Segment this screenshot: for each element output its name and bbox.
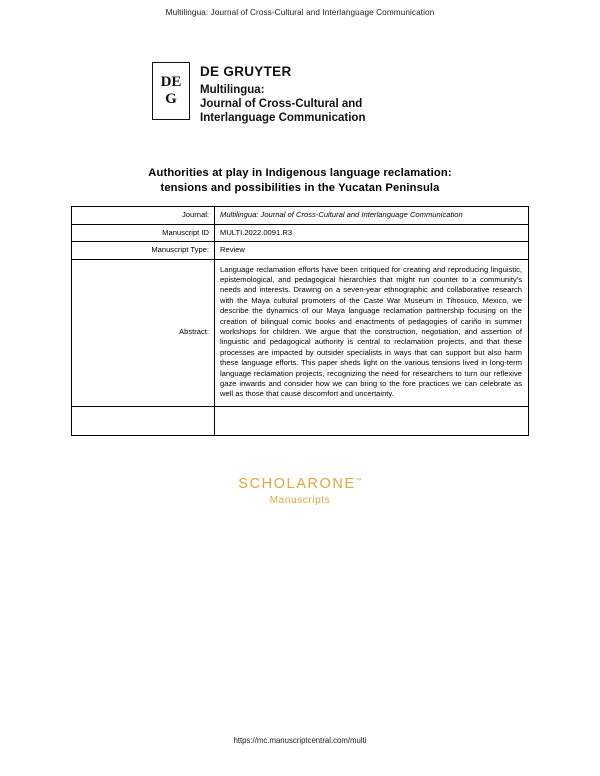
row-label-manuscript-id: Manuscript ID	[72, 224, 215, 242]
trademark-icon: ™	[355, 478, 362, 485]
manuscript-metadata-table	[71, 206, 529, 436]
publisher-logo-text	[200, 62, 366, 125]
logo-mark-line1: DE	[160, 74, 182, 90]
table-row	[72, 259, 529, 406]
logo-mark-line2: G	[165, 91, 177, 107]
row-value-manuscript-type: Review	[215, 242, 529, 260]
running-head: Multilingua: Journal of Cross-Cultural and Interlanguage Communication	[165, 8, 435, 17]
table-row	[72, 207, 529, 225]
row-label-manuscript-type: Manuscript Type:	[72, 242, 215, 260]
page-title-line2: tensions and possibilities in the Yucatan Peninsula	[160, 182, 440, 194]
row-value-manuscript-id: MULTI.2022.0091.R3	[215, 224, 529, 242]
row-value-journal: Multilingua: Journal of Cross-Cultural and Interlanguage Communication	[215, 207, 529, 225]
publisher-name: DE GRUYTER	[200, 64, 292, 79]
footer-url: https://mc.manuscriptcentral.com/multi	[233, 736, 367, 745]
row-value-abstract: Language reclamation efforts have been critiqued for creating and reproducing linguistic, epistemological, and pedagogical hierarchies that might run counter to a community's needs and interests. Drawing on a seven-year ethnographic and collaborative research with the Maya cultural promoters of the Caste War Museum in Tihosuco, Mexico, we describe the dynamics of our Maya language reclamation partnership focusing on the creation of bilingual comic books and enactments of pedagogies of cariño in summer workshops for children. We argue that the construction, negotiation, and assertion of linguistic and pedagogical authority is central to reclamation projects, and that these processes are impacted by outsider specialists in ways that can support but also harm these language efforts. This paper sheds light on the various tensions lived in long-term language reclamation projects, recognizing the need for researchers to turn our reflexive gaze inwards and consider how we can bring to the fore practices we can celebrate as well as those that cause discomfort and uncertainty.	[215, 259, 529, 406]
table-row-blank	[72, 406, 529, 435]
journal-name-line1: Multilingua:	[200, 84, 265, 96]
row-label-journal: Journal:	[72, 207, 215, 225]
table-row	[72, 242, 529, 260]
de-gruyter-logo-icon	[152, 62, 190, 120]
page-title	[60, 166, 540, 196]
row-value-blank	[215, 406, 529, 435]
journal-name	[200, 83, 366, 125]
row-label-blank	[72, 406, 215, 435]
journal-name-line2: Journal of Cross-Cultural and	[200, 98, 363, 110]
table-row	[72, 224, 529, 242]
page-title-line1: Authorities at play in Indigenous language reclamation:	[148, 167, 452, 179]
scholarone-subtitle: Manuscripts	[269, 495, 331, 506]
scholarone-wordmark	[0, 476, 600, 492]
scholarone-wordmark-text: SCHOLARONE	[238, 476, 356, 492]
journal-name-line3: Interlanguage Communication	[200, 112, 366, 124]
publisher-logo-block	[152, 62, 366, 125]
row-label-abstract: Abstract:	[72, 259, 215, 406]
scholarone-watermark	[0, 476, 600, 506]
